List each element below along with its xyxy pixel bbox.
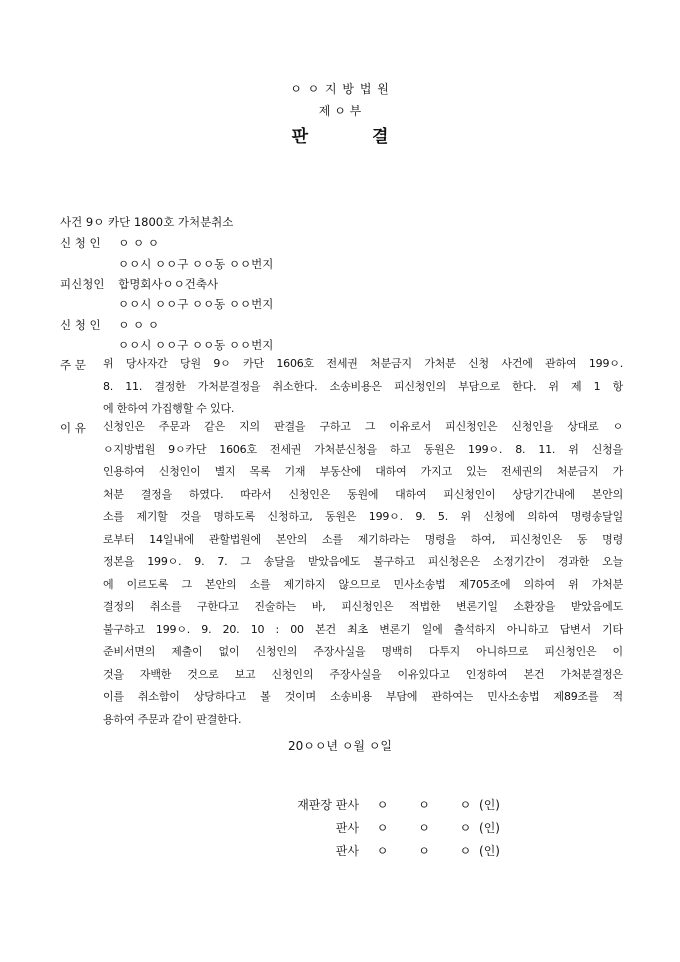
- respondent-address: ㅇㅇ시 ㅇㅇ구 ㅇㅇ동 ㅇㅇ번지: [118, 297, 274, 311]
- presiding-judge-row: [297, 796, 500, 813]
- reason-line: 결정의 취소를 구한다고 진술하는 바, 피신청인은 적법한 변론기일 소환장을 받았음에도: [103, 600, 623, 613]
- reason-line: 것을 자백한 것으로 보고 신청인의 주장사실을 이유있다고 인정하여 본건 가처분결정은: [103, 667, 623, 681]
- judge-role: 판사: [335, 844, 359, 858]
- court-name: ㅇ ㅇ 지 방 법 원: [290, 82, 390, 96]
- applicant2-label: 신 청 인: [60, 318, 101, 332]
- respondent-label: 피신청인: [60, 277, 105, 291]
- case-number-line: 사건 9ㅇ 카단 1800호 가처분취소: [60, 215, 234, 229]
- judge-name: ㅇ ㅇ ㅇ: [376, 798, 472, 812]
- judge-seal: (인): [479, 844, 500, 858]
- associate-judge-row: [336, 842, 500, 859]
- order-label: 주 문: [60, 358, 86, 372]
- reason-line: 용하여 주문과 같이 판결한다.: [103, 712, 242, 726]
- order-line: 위 당사자간 당원 9ㅇ 카단 1606호 전세권 처분금지 가처분 신청 사건에 관하여 199ㅇ.: [103, 357, 623, 370]
- reason-line: 이를 취소함이 상당하다고 볼 것이며 소송비용 부담에 관하여는 민사소송법 제89조를 적: [103, 690, 623, 703]
- reason-line: 인용하여 신청인이 별지 목록 기재 부동산에 대하여 가지고 있는 전세권의 처분금지 가: [103, 465, 623, 478]
- respondent-name: 합명회사ㅇㅇ건축사: [118, 277, 219, 291]
- applicant1-name: ㅇ ㅇ ㅇ: [118, 236, 159, 250]
- applicant1-row: [60, 235, 159, 251]
- reason-paragraph: [103, 416, 623, 731]
- associate-judge-row: [336, 819, 500, 836]
- respondent-row: [60, 276, 218, 292]
- document-title: 판 결: [291, 127, 389, 147]
- reason-line: 신청인은 주문과 같은 지의 판결을 구하고 그 이유로서 피신청인은 신청인을 상대로 ㅇ: [103, 420, 623, 433]
- reason-label: 이 유: [60, 421, 86, 435]
- reason-line: 처분 결정을 하였다. 따라서 신청인은 동원에 대하여 피신청인이 상당기간내에 본안의: [103, 487, 623, 501]
- judgment-date: 20ㅇㅇ년 ㅇ월 ㅇ일: [287, 739, 393, 753]
- applicant1-label: 신 청 인: [60, 236, 101, 250]
- reason-line: 에 이르도록 그 본안의 소를 제기하지 않으므로 민사소송법 제705조에 의하여 위 가처분: [103, 577, 623, 591]
- court-division: 제 ㅇ 부: [318, 104, 362, 118]
- order-line: 에 한하여 가집행할 수 있다.: [103, 402, 235, 415]
- judge-name: ㅇ ㅇ ㅇ: [376, 844, 472, 858]
- applicant2-row: [60, 317, 159, 333]
- applicant2-address: ㅇㅇ시 ㅇㅇ구 ㅇㅇ동 ㅇㅇ번지: [118, 338, 274, 352]
- reason-line: 불구하고 199ㅇ. 9. 20. 10 : 00 본건 최초 변론기 일에 출석하지 아니하고 답변서 기타: [103, 622, 623, 636]
- judge-role: 재판장 판사: [297, 798, 359, 812]
- applicant2-name: ㅇ ㅇ ㅇ: [118, 318, 159, 332]
- reason-line: ㅇ지방법원 9ㅇ카단 1606호 전세권 가처분신청을 하고 동원은 199ㅇ. 8. 11. 위 신청을: [103, 442, 623, 456]
- reason-line: 로부터 14일내에 관할법원에 본안의 소를 제기하라는 명령을 하여, 피신청인은 동 명령: [103, 532, 623, 546]
- judge-seal: (인): [479, 821, 500, 835]
- judge-seal: (인): [479, 798, 500, 812]
- reason-line: 정본을 199ㅇ. 9. 7. 그 송달을 받았음에도 불구하고 피신청은은 소정기간이 경과한 오늘: [103, 555, 623, 568]
- order-line: 8. 11. 결정한 가처분결정을 취소한다. 소송비용은 피신청인의 부담으로 한다. 위 제 1 항: [103, 379, 623, 393]
- reason-line: 소를 제기할 것을 명하도록 신청하고, 동원은 199ㅇ. 9. 5. 위 신청에 의하여 명령송달일: [103, 510, 623, 523]
- judge-name: ㅇ ㅇ ㅇ: [376, 821, 472, 835]
- judge-role: 판사: [335, 821, 359, 835]
- applicant1-address: ㅇㅇ시 ㅇㅇ구 ㅇㅇ동 ㅇㅇ번지: [118, 257, 274, 271]
- order-paragraph: [103, 353, 623, 421]
- reason-line: 준비서면의 제출이 없이 신청인의 주장사실을 명백히 다투지 아니하므로 피신청인은 이: [103, 645, 623, 658]
